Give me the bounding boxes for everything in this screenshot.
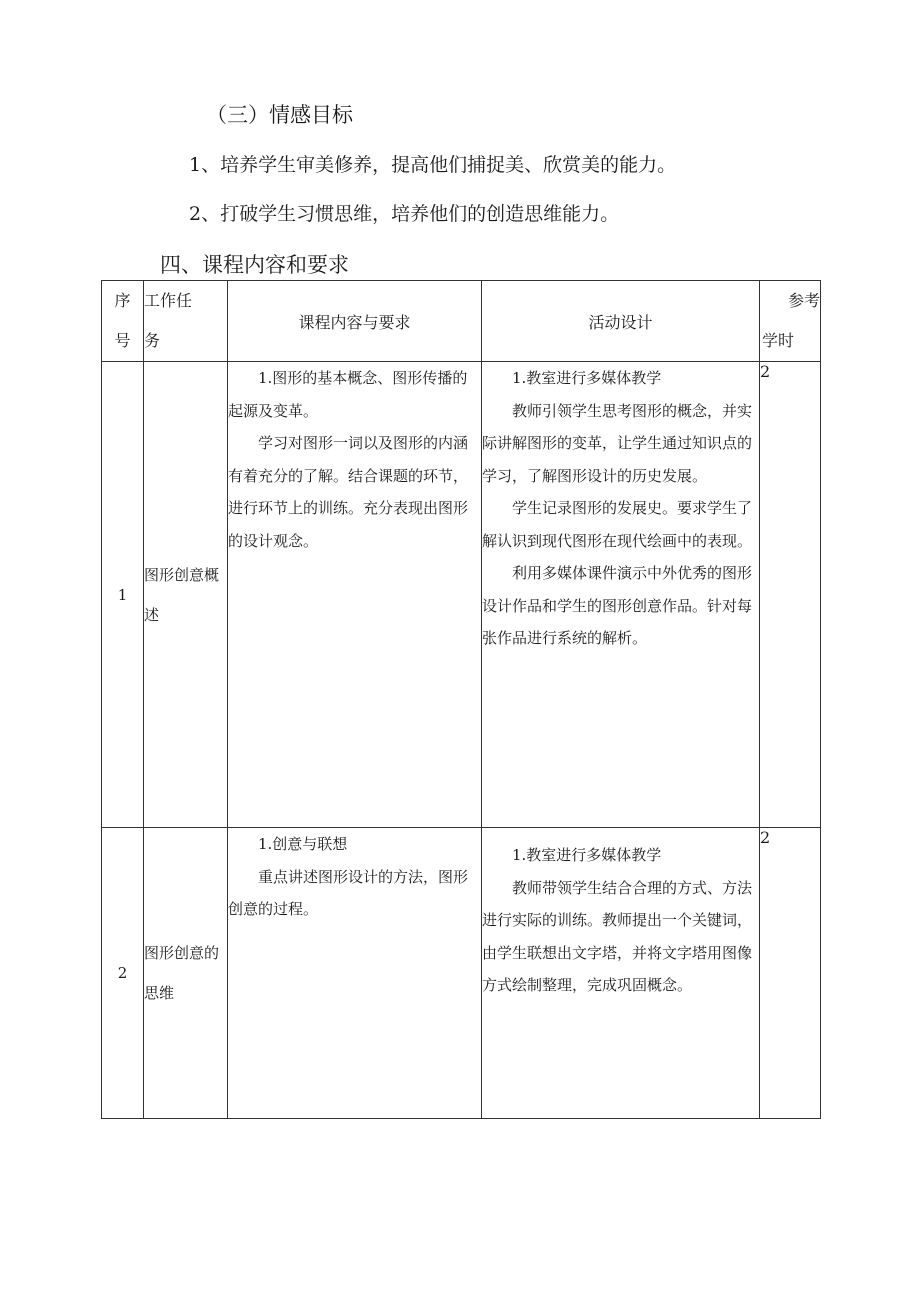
row-content: 1.图形的基本概念、图形传播的起源及变革。 学习对图形一词以及图形的内涵有着充分的了解。结合课题的环节，进行环节上的训练。充分表现出图形的设计观念。	[228, 362, 482, 828]
row-activity: 1.教室进行多媒体教学 教师带领学生结合合理的方式、方法进行实际的训练。教师提出一个关键词，由学生联想出文字塔，并将文字塔用图像方式绘制整理，完成巩固概念。	[482, 828, 760, 1119]
row-task: 图形创意概述	[144, 362, 228, 828]
row-seq: 1	[102, 362, 144, 828]
header-hours: 参考 学时	[760, 281, 821, 362]
header-seq: 序 号	[102, 281, 144, 362]
section-4-heading: 四、课程内容和要求	[160, 253, 349, 277]
row-seq: 2	[102, 828, 144, 1119]
goal-item-2: 2、打破学生习惯思维，培养他们的创造思维能力。	[189, 203, 620, 225]
table-row	[102, 828, 821, 1119]
row-hours: 2	[760, 828, 821, 1119]
row-content: 1.创意与联想 重点讲述图形设计的方法，图形创意的过程。	[228, 828, 482, 1119]
header-task: 工作任 务	[144, 281, 228, 362]
row-activity: 1.教室进行多媒体教学 教师引领学生思考图形的概念，并实际讲解图形的变革，让学生通过知识点的学习，了解图形设计的历史发展。 学生记录图形的发展史。要求学生了解认识到现代图形在现代绘画中的表现。 利用多媒体课件演示中外优秀的图形设计作品和学生的图形创意作品。针对每张作品进行系统的解析。	[482, 362, 760, 828]
course-table	[101, 280, 821, 1119]
header-activity: 活动设计	[482, 281, 760, 362]
section-3-heading: （三）情感目标	[206, 103, 353, 127]
row-task: 图形创意的思维	[144, 828, 228, 1119]
row-hours: 2	[760, 362, 821, 828]
table-header-row	[102, 281, 821, 362]
table-row	[102, 362, 821, 828]
header-content: 课程内容与要求	[228, 281, 482, 362]
goal-item-1: 1、培养学生审美修养，提高他们捕捉美、欣赏美的能力。	[189, 154, 677, 176]
